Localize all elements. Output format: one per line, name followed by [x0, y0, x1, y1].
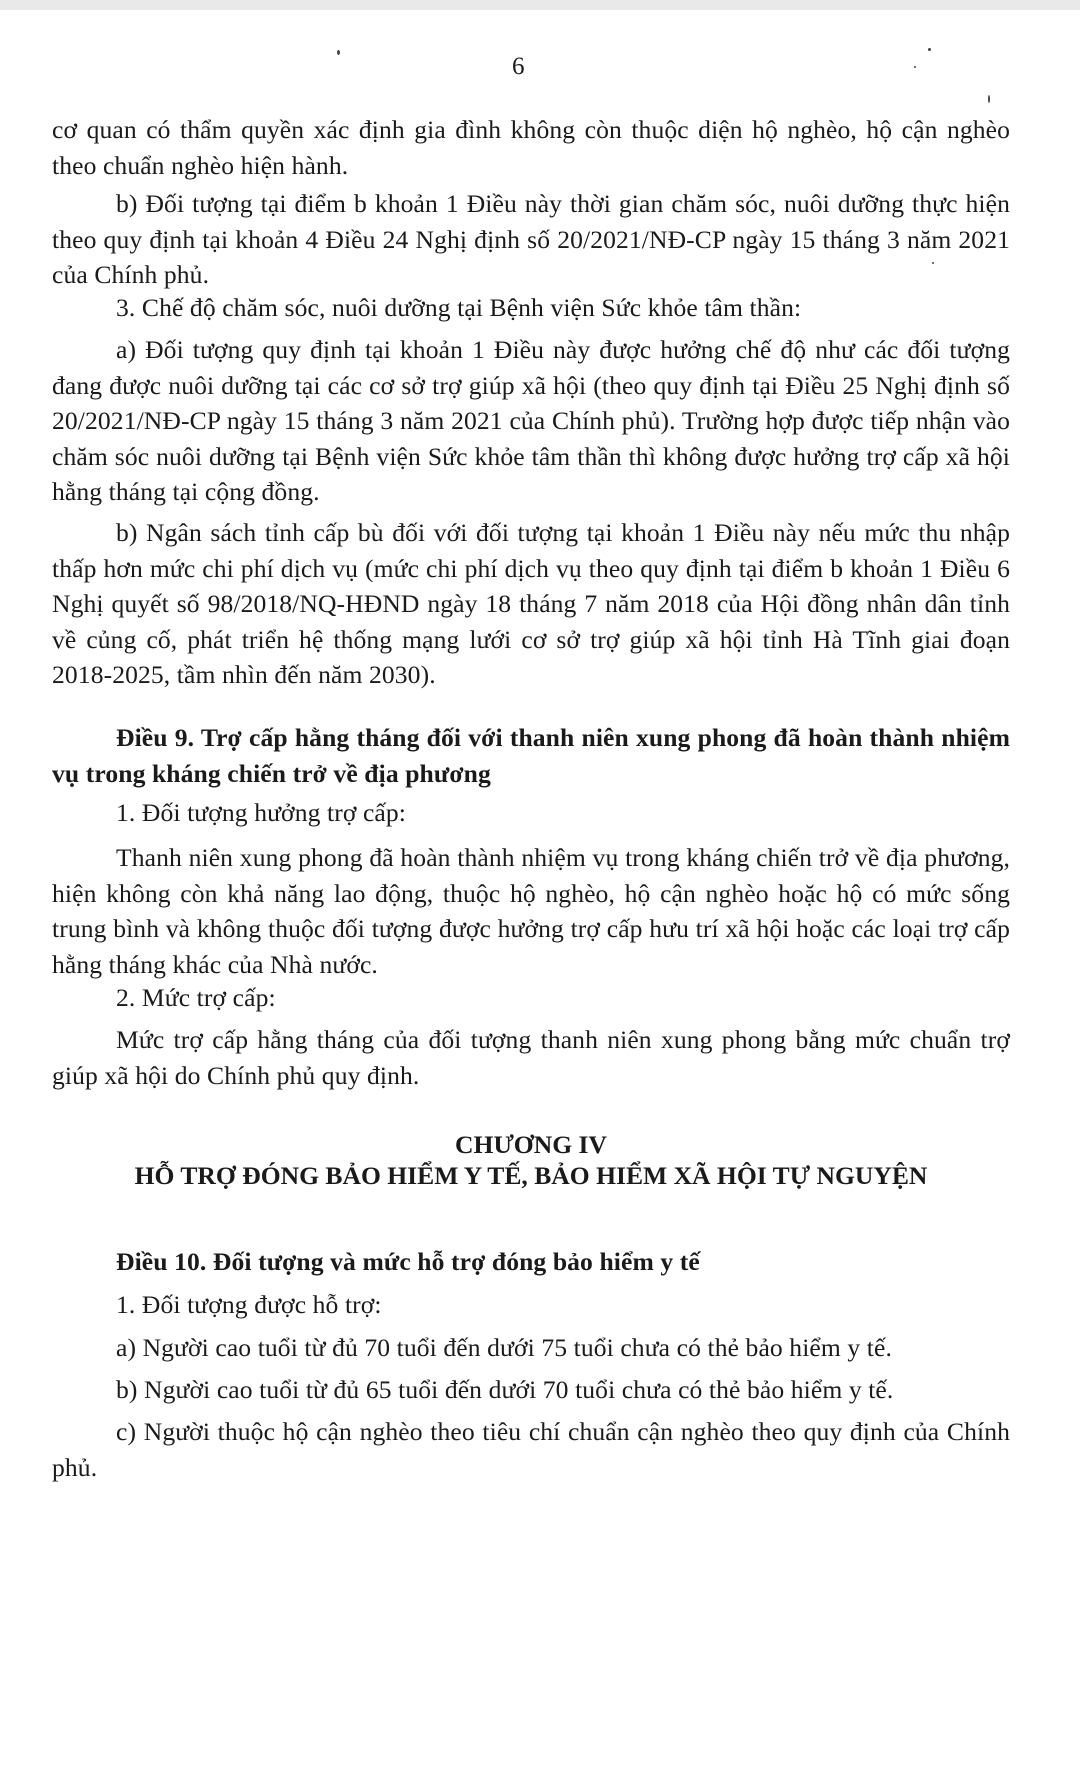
scan-speck — [988, 95, 990, 103]
article-10-heading: Điều 10. Đối tượng và mức hỗ trợ đóng bảo hiểm y tế — [116, 1247, 700, 1276]
paragraph-2b: b) Đối tượng tại điểm b khoản 1 Điều này thời gian chăm sóc, nuôi dưỡng thực hiện theo quy định tại khoản 4 Điều 24 Nghị định số 20/2021/NĐ-CP ngày 15 tháng 3 năm 2021 của Chính phủ. — [52, 189, 1010, 289]
article-10-item-1b: b) Người cao tuổi từ đủ 65 tuổi đến dưới 70 tuổi chưa có thẻ bảo hiểm y tế. — [116, 1375, 894, 1404]
article-10-item-1a: a) Người cao tuổi từ đủ 70 tuổi đến dưới 75 tuổi chưa có thẻ bảo hiểm y tế. — [116, 1333, 892, 1362]
article-10-item-1: 1. Đối tượng được hỗ trợ: — [116, 1290, 382, 1319]
paragraph-3: 3. Chế độ chăm sóc, nuôi dưỡng tại Bệnh viện Sức khỏe tâm thần: — [116, 293, 802, 322]
article-10-item-1c: c) Người thuộc hộ cận nghèo theo tiêu chí chuẩn cận nghèo theo quy định của Chính phủ. — [52, 1417, 1010, 1482]
article-9-item-1: 1. Đối tượng hưởng trợ cấp: — [116, 798, 406, 827]
article-9-item-2: 2. Mức trợ cấp: — [116, 983, 276, 1012]
paragraph-3b: b) Ngân sách tỉnh cấp bù đối với đối tượng tại khoản 1 Điều này nếu mức thu nhập thấp hơn mức chi phí dịch vụ (mức chi phí dịch vụ theo quy định tại điểm b khoản 1 Điều 6 Nghị quyết số 98/2018/NQ-HĐND ngày 18 tháng 7 năm 2018 của Hội đồng nhân dân tỉnh về củng cố, phát triển hệ thống mạng lưới cơ sở trợ giúp xã hội tỉnh Hà Tĩnh giai đoạn 2018-2025, tầm nhìn đến năm 2030). — [52, 518, 1010, 689]
paragraph-3a: a) Đối tượng quy định tại khoản 1 Điều này được hưởng chế độ như các đối tượng đang được nuôi dưỡng tại các cơ sở trợ giúp xã hội (theo quy định tại Điều 25 Nghị định số 20/2021/NĐ-CP ngày 15 tháng 3 năm 2021 của Chính phủ). Trường hợp được tiếp nhận vào chăm sóc nuôi dưỡng tại Bệnh viện Sức khỏe tâm thần thì không được hưởng trợ cấp xã hội hằng tháng tại cộng đồng. — [52, 335, 1010, 506]
article-9-item-1-body: Thanh niên xung phong đã hoàn thành nhiệm vụ trong kháng chiến trở về địa phương, hiện không còn khả năng lao động, thuộc hộ nghèo, hộ cận nghèo hoặc hộ có mức sống trung bình và không thuộc đối tượng được hưởng trợ cấp hưu trí xã hội hoặc các loại trợ cấp hằng tháng khác của Nhà nước. — [52, 843, 1010, 979]
paragraph-continuation: cơ quan có thẩm quyền xác định gia đình không còn thuộc diện hộ nghèo, hộ cận nghèo theo chuẩn nghèo hiện hành. — [52, 115, 1010, 180]
article-9-item-2-body: Mức trợ cấp hằng tháng của đối tượng thanh niên xung phong bằng mức chuẩn trợ giúp xã hội do Chính phủ quy định. — [52, 1025, 1010, 1090]
chapter-number: CHƯƠNG IV — [455, 1130, 607, 1159]
scan-speck — [337, 50, 340, 55]
top-band — [0, 0, 1080, 10]
scan-speck — [928, 48, 931, 51]
page-number: 6 — [512, 53, 525, 80]
article-9-heading: Điều 9. Trợ cấp hằng tháng đối với thanh niên xung phong đã hoàn thành nhiệm vụ trong kháng chiến trở về địa phương — [52, 723, 1010, 788]
chapter-title: HỖ TRỢ ĐÓNG BẢO HIỂM Y TẾ, BẢO HIỂM XÃ HỘI TỰ NGUYỆN — [134, 1161, 928, 1190]
scan-speck — [914, 66, 916, 68]
